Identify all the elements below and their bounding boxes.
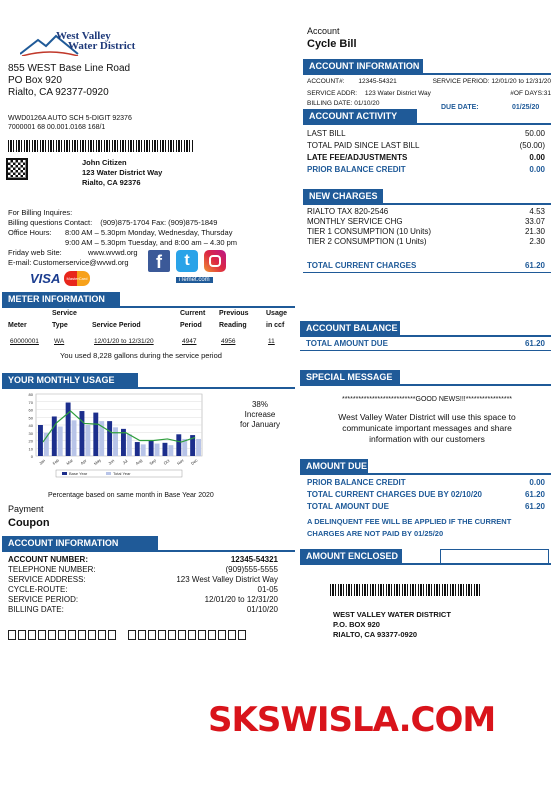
days-count: #OF DAYS:31 [510, 90, 551, 97]
due-row [307, 502, 545, 511]
meter-cell: 11 [268, 338, 275, 345]
billing-label: Billing questions Contact: [8, 218, 93, 227]
account-title-big: Cycle Bill [307, 38, 357, 50]
account-balance-header: ACCOUNT BALANCE [300, 321, 400, 336]
addr-label: SERVICE ADDR: [307, 90, 358, 97]
fee-line1: A DELINQUENT FEE WILL BE APPLIED IF THE CURRENT [307, 517, 512, 526]
activity-row [307, 153, 545, 162]
amount-due-header: AMOUNT DUE [300, 459, 368, 474]
mastercard-label: MasterCard [66, 276, 88, 281]
twitter-icon[interactable] [176, 250, 198, 272]
chart-bar-base-year [135, 442, 140, 456]
chart-y-tick: 50 [28, 415, 33, 421]
legend-swatch-base [62, 472, 67, 475]
header-underline [2, 387, 295, 389]
legend-swatch-total [106, 472, 111, 475]
coupon-account-header: ACCOUNT INFORMATION [2, 536, 158, 551]
coupon-row [8, 585, 278, 594]
chart-x-tick: Jun [107, 457, 116, 466]
meter-cell: 4956 [221, 338, 236, 345]
charge-value: 2.30 [529, 237, 545, 246]
meter-col-head: Meter [8, 322, 27, 329]
website-link[interactable]: www.wvwd.org [88, 248, 138, 257]
chart-bar-total-year [58, 427, 63, 456]
meter-col-head: Type [52, 322, 68, 329]
coupon-label: SERVICE PERIOD: [8, 595, 79, 604]
logo-line2: Water District [68, 40, 136, 52]
mastercard-logo [64, 271, 90, 286]
chart-x-tick: May [92, 457, 102, 467]
account-activity-header: ACCOUNT ACTIVITY [303, 109, 417, 124]
due-label: TOTAL CURRENT CHARGES DUE BY 02/10/20 [307, 490, 483, 499]
activity-label: LAST BILL [307, 129, 346, 138]
chart-bar-base-year [80, 411, 85, 456]
billing-value: (909)875-1704 Fax: (909)875-1849 [100, 218, 218, 227]
due-value: 0.00 [529, 478, 545, 487]
charge-value: 33.07 [524, 217, 545, 226]
usage-chart [6, 390, 206, 490]
header-underline [303, 123, 551, 125]
total-current-charges-row [307, 261, 545, 270]
chart-bar-total-year [155, 444, 160, 456]
addr-row [307, 90, 551, 97]
twitter-letter: t [184, 252, 190, 269]
coupon-label: CYCLE-ROUTE: [8, 585, 68, 594]
coupon-value: (909)555-5555 [225, 565, 278, 574]
meter-cell: 4947 [182, 338, 197, 345]
chart-y-tick: 30 [28, 430, 33, 436]
legend-label-total: Total Year [113, 471, 131, 476]
balance-label: TOTAL AMOUNT DUE [306, 339, 388, 348]
account-information-header: ACCOUNT INFORMATION [303, 59, 423, 74]
chart-bar-total-year [113, 427, 118, 456]
activity-value: 0.00 [529, 165, 545, 174]
coupon-label: ACCOUNT NUMBER: [8, 555, 88, 564]
remit-address [333, 610, 451, 640]
chart-bar-total-year [85, 425, 90, 456]
auto-line2: 7000001 68 00.001.0168 168/1 [8, 124, 106, 131]
new-charges-header: NEW CHARGES [303, 189, 383, 204]
chart-bar-base-year [163, 443, 168, 456]
coupon-row [8, 575, 278, 584]
logo-line1: West Valley [56, 30, 111, 42]
due-date-value: 01/25/20 [512, 104, 540, 111]
chart-bar-base-year [66, 403, 71, 456]
account-title-small: Account [307, 26, 340, 36]
monthly-usage-header: YOUR MONTHLY USAGE [2, 373, 138, 388]
facebook-letter: f [156, 252, 162, 272]
chart-y-tick: 70 [28, 399, 33, 405]
office-label: Office Hours: [8, 228, 52, 237]
chart-bar-base-year [52, 416, 57, 456]
chart-y-tick: 10 [28, 446, 33, 452]
special-line1: West Valley Water District will use this space to [338, 412, 516, 422]
chart-x-tick: Sep [148, 457, 157, 467]
company-logo [20, 26, 180, 60]
due-value: 61.20 [524, 490, 545, 499]
chart-bar-base-year [93, 413, 98, 456]
header-underline [2, 550, 295, 552]
activity-label: LATE FEE/ADJUSTMENTS [307, 153, 408, 162]
charge-label: MONTHLY SERVICE CHG [307, 217, 403, 226]
coupon-row [8, 605, 278, 614]
charge-row [307, 237, 545, 246]
charge-row [307, 217, 545, 226]
chart-y-tick: 60 [28, 407, 33, 413]
acct-number: 12345-54321 [358, 78, 397, 85]
charge-value: 21.30 [524, 227, 545, 236]
chart-x-tick: Mar [65, 457, 74, 466]
email-label: E-mail: [8, 258, 32, 267]
payment-title-big: Coupon [8, 517, 50, 529]
meter-col-head-top: Usage [266, 310, 288, 317]
visa-logo: VISA [30, 271, 61, 286]
usage-note: Percentage based on same month in Base Year 2020 [48, 492, 214, 499]
chart-x-tick: Nov [175, 457, 185, 467]
activity-value: (50.00) [519, 141, 545, 150]
meter-col-head: Reading [219, 322, 247, 329]
meter-col-head: Service Period [92, 322, 141, 329]
chart-bar-total-year [141, 444, 146, 456]
meter-cell: WA [54, 338, 65, 345]
chart-y-tick: 40 [28, 423, 33, 428]
coupon-row [8, 595, 278, 604]
meter-col-head: Period [180, 322, 202, 329]
header-underline [303, 73, 551, 75]
customer-address [82, 158, 162, 188]
addr-value: 123 Water District Way [364, 90, 431, 97]
header-underline [300, 335, 551, 337]
chart-y-tick: 0 [30, 454, 33, 459]
customer-name: John Citizen [82, 158, 127, 167]
meter-col-head-top: Previous [219, 310, 249, 317]
divider [303, 272, 551, 273]
header-underline [300, 384, 551, 386]
due-label: PRIOR BALANCE CREDIT [307, 478, 406, 487]
instagram-icon[interactable] [204, 250, 226, 272]
special-message [303, 394, 551, 445]
facebook-icon[interactable] [148, 250, 170, 272]
due-date-label: DUE DATE: [441, 104, 479, 111]
special-line2: communicate important messages and share [342, 423, 512, 433]
fee-line2: CHARGES ARE NOT PAID BY 01/25/20 [307, 529, 444, 538]
charge-value: 4.53 [529, 207, 545, 216]
mailing-line3: Rialto, CA 92377-0920 [8, 87, 109, 98]
activity-row [307, 165, 545, 174]
usage-line1: Increase [244, 410, 276, 419]
meter-col-head-top: Service [52, 310, 77, 317]
meter-usage-note: You used 8,228 gallons during the service period [60, 351, 222, 360]
payment-title-small: Payment [8, 504, 44, 514]
chart-bar-total-year [168, 445, 173, 456]
meter-information-header: METER INFORMATION [2, 292, 120, 307]
chart-y-tick: 80 [28, 392, 33, 397]
charge-label: RIALTO TAX 820-2546 [307, 207, 389, 216]
amount-enclosed-header: AMOUNT ENCLOSED [300, 549, 402, 564]
acct-label: ACCOUNT#: [307, 78, 345, 85]
postal-barcode [8, 140, 193, 152]
auto-line1: WWD0126A AUTO SCH 5-DIGIT 92376 [8, 115, 132, 122]
charge-label: TIER 2 CONSUMPTION (1 Units) [307, 237, 427, 246]
special-stars: ***************************GOOD NEWS!!!***************** [341, 396, 513, 403]
service-period: SERVICE PERIOD: 12/01/20 to 12/31/20 [432, 78, 551, 85]
charge-row [307, 207, 545, 216]
coupon-label: SERVICE ADDRESS: [8, 575, 86, 584]
coupon-value: 123 West Valley District Way [176, 575, 278, 584]
chart-x-tick: Jan [37, 457, 47, 466]
divider [300, 350, 551, 351]
chart-x-tick: Apr [79, 457, 88, 466]
usage-summary [225, 400, 295, 430]
activity-row [307, 141, 545, 150]
charge-row [307, 227, 545, 236]
amount-enclosed-input[interactable] [440, 549, 549, 564]
activity-label: PRIOR BALANCE CREDIT [307, 165, 406, 174]
return-barcode [330, 584, 480, 596]
chart-bar-total-year [72, 420, 77, 456]
meter-col-head: in ccf [266, 322, 285, 329]
special-message-header: SPECIAL MESSAGE [300, 370, 400, 385]
customer-city: Rialto, CA 92376 [82, 178, 141, 187]
billing-date: BILLING DATE: 01/10/20 [307, 100, 380, 107]
coupon-value: 01/10/20 [246, 605, 278, 614]
office-line2: 9:00 AM – 5.30pm Tuesday, and 8:00 am – 4.30 pm [65, 238, 238, 247]
charge-label: TIER 1 CONSUMPTION (10 Units) [307, 227, 432, 236]
total-current-value: 61.20 [524, 261, 545, 270]
due-value: 61.20 [524, 502, 545, 511]
acct-row [307, 78, 551, 85]
chart-y-tick: 20 [28, 438, 33, 444]
chart-bar-base-year [38, 425, 43, 456]
remit-name: WEST VALLEY WATER DISTRICT [333, 610, 451, 619]
mailing-line2: PO Box 920 [8, 75, 62, 86]
chart-bar-base-year [107, 421, 112, 456]
delinquent-fee-notice [307, 516, 511, 540]
chart-x-tick: Feb [51, 457, 61, 466]
billing-inquiries: For Billing Inquires: [8, 208, 73, 217]
coupon-value: 12/01/20 to 12/31/20 [204, 595, 278, 604]
special-line3: information with our customers [369, 434, 485, 444]
auto-sort-info [8, 114, 132, 132]
watermark-text: SKSWISLA.COM [208, 700, 496, 740]
activity-value: 50.00 [524, 129, 545, 138]
remit-box: P.O. BOX 920 [333, 620, 380, 629]
chart-bar-total-year [127, 434, 132, 456]
activity-label: TOTAL PAID SINCE LAST BILL [307, 141, 420, 150]
due-label: TOTAL AMOUNT DUE [307, 502, 389, 511]
coupon-value: 01-05 [257, 585, 278, 594]
chart-bar-total-year [196, 439, 201, 456]
office-line1: 8:00 AM – 5.30pm Monday, Wednesday, Thursday [65, 228, 233, 237]
chart-x-tick: Oct [162, 457, 171, 466]
legend-label-base: Base Year [69, 471, 88, 476]
due-row [307, 490, 545, 499]
social-site-label: iTemet.com [176, 277, 213, 283]
coupon-label: TELEPHONE NUMBER: [8, 565, 96, 574]
total-current-label: TOTAL CURRENT CHARGES [307, 261, 417, 270]
ocr-scanline [8, 630, 248, 642]
meter-cell: 60000001 [10, 338, 39, 345]
due-row [307, 478, 545, 487]
activity-value: 0.00 [529, 153, 545, 162]
chart-bar-base-year [176, 434, 181, 456]
chart-bar-base-year [149, 441, 154, 457]
header-underline [300, 473, 551, 475]
remit-city: RIALTO, CA 93377-0920 [333, 630, 418, 639]
coupon-value: 12345-54321 [230, 555, 278, 564]
usage-percent: 38% [251, 400, 268, 409]
mailing-line1: 855 WEST Base Line Road [8, 63, 131, 74]
coupon-label: BILLING DATE: [8, 605, 64, 614]
usage-line2: for January [239, 420, 281, 429]
meter-col-head-top: Current [180, 310, 206, 317]
chart-x-tick: Aug [134, 457, 144, 467]
mailing-address [8, 63, 130, 99]
header-underline [2, 306, 295, 308]
chart-x-tick: Jul [121, 458, 129, 466]
header-underline [303, 203, 551, 205]
coupon-row [8, 565, 278, 574]
customer-street: 123 Water District Way [82, 168, 163, 177]
activity-row [307, 129, 545, 138]
qr-code-icon [6, 158, 28, 180]
balance-value: 61.20 [524, 339, 545, 348]
email-link[interactable]: Customerservice@wvwd.org [33, 258, 129, 267]
balance-row [306, 339, 545, 348]
coupon-row [8, 555, 278, 564]
meter-cell: 12/01/20 to 12/31/20 [94, 338, 154, 345]
chart-x-tick: Dec [189, 457, 199, 467]
office-line3: Friday web Site: [8, 248, 62, 257]
